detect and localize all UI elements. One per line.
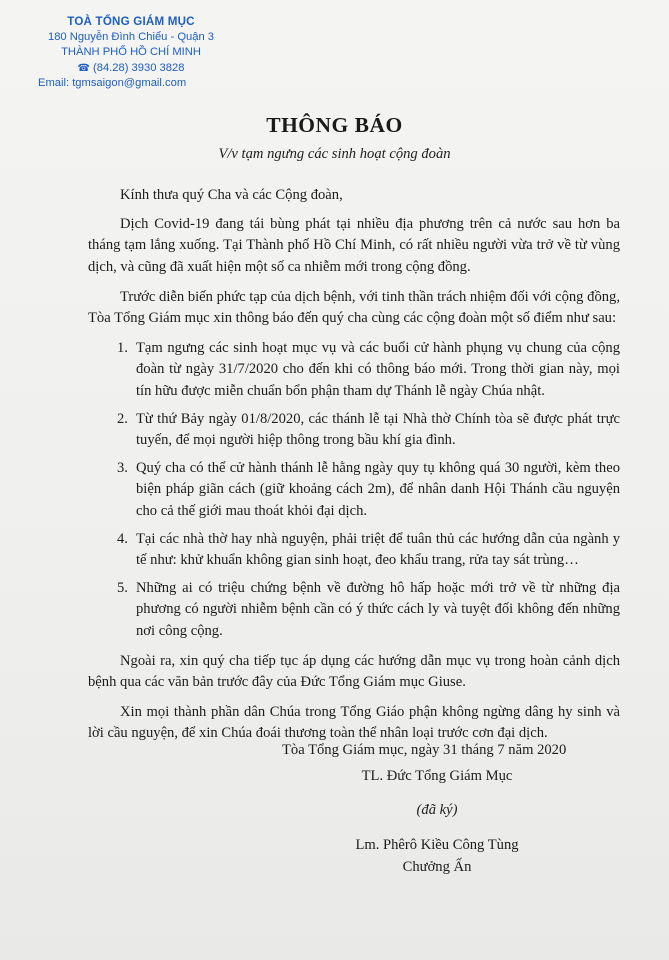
signature-place-date: Tòa Tổng Giám mục, ngày 31 tháng 7 năm 2020	[282, 742, 567, 758]
paragraph-2: Trước diễn biến phức tạp của dịch bệnh, với tinh thần trách nhiệm đối với cộng đồng, Tòa Tổng Giám mục xin thông báo đến quý cha cùng các cộng đoàn một số điểm như sau:	[88, 288, 620, 327]
point-text: Từ thứ Bảy ngày 01/8/2020, các thánh lễ tại Nhà thờ Chính tòa sẽ được phát trực tuyến, để mọi người hiệp thông trong bầu khí gia đình.	[136, 410, 620, 449]
letterhead	[26, 14, 236, 92]
signature-signer: Lm. Phêrô Kiều Công Tùng	[355, 837, 519, 853]
document-body	[88, 185, 620, 754]
letterhead-phone: (84.28) 3930 3828	[93, 61, 185, 74]
point-text: Tạm ngưng các sinh hoạt mục vụ và các buổi cử hành phụng vụ chung của cộng đoàn từ ngày 31/7/2020 cho đến khi có thông báo mới. Trong thời gian này, mọi tín hữu được miễn chuẩn bổn phận tham dự Thánh lễ ngày Chúa nhật.	[136, 340, 620, 399]
list-item	[88, 458, 620, 522]
list-item	[88, 409, 620, 451]
letterhead-email: Email: tgmsaigon@gmail.com	[38, 77, 187, 90]
point-number: 2.	[117, 410, 128, 427]
document-title: THÔNG BÁO	[266, 113, 403, 137]
signature-on-behalf: TL. Đức Tổng Giám Mục	[361, 768, 513, 784]
point-number: 3.	[117, 460, 128, 477]
document-subtitle: V/v tạm ngưng các sinh hoạt cộng đoàn	[218, 146, 451, 162]
phone-icon: ☎	[77, 62, 90, 74]
list-item	[88, 338, 620, 402]
signature-role: Chưởng Ấn	[402, 859, 472, 875]
letterhead-org: TOÀ TỔNG GIÁM MỤC	[67, 15, 195, 28]
point-number: 1.	[117, 340, 128, 357]
salutation: Kính thưa quý Cha và các Cộng đoàn,	[120, 187, 343, 203]
points-list	[88, 338, 620, 642]
point-number: 5.	[117, 580, 128, 597]
point-text: Tại các nhà thờ hay nhà nguyện, phải triệt để tuân thủ các hướng dẫn của ngành y tế như: khử khuẩn không gian sinh hoạt, đeo khẩu trang, rửa tay sát trùng…	[136, 530, 620, 569]
closing-paragraph-1: Ngoài ra, xin quý cha tiếp tục áp dụng các hướng dẫn mục vụ trong hoàn cảnh dịch bệnh qua các văn bản trước đây của Đức Tổng Giám mục Giuse.	[88, 652, 620, 691]
letterhead-phone-row	[26, 61, 236, 77]
point-text: Quý cha có thể cử hành thánh lễ hằng ngày quy tụ không quá 30 người, kèm theo biện pháp giãn cách (giữ khoảng cách 2m), để nhân danh Hội Thánh cầu nguyện cho cả thế giới mau thoát khỏi đại dịch.	[136, 460, 620, 519]
closing-paragraph-2: Xin mọi thành phần dân Chúa trong Tổng Giáo phận không ngừng dâng hy sinh và lời cầu nguyện, để xin Chúa đoái thương toàn thể nhân loại trước cơn đại dịch.	[88, 704, 620, 742]
letterhead-city: THÀNH PHỐ HỒ CHÍ MINH	[61, 46, 201, 59]
list-item	[88, 529, 620, 571]
signature-signed: (đã ký)	[416, 802, 458, 818]
paragraph-1: Dịch Covid-19 đang tái bùng phát tại nhiều địa phương trên cả nước sau hơn ba tháng tạm lắng xuống. Tại Thành phố Hồ Chí Minh, có rất nhiều người vừa trở về từ vùng dịch, và cũng đã xuất hiện một số ca nhiễm mới trong cộng đồng.	[88, 216, 620, 275]
point-text: Những ai có triệu chứng bệnh về đường hô hấp hoặc mới trở về từ những địa phương có người nhiễm bệnh cần có ý thức cách ly và tuyệt đối không đến những nơi công cộng.	[136, 580, 620, 639]
letterhead-address: 180 Nguyễn Đình Chiểu - Quận 3	[47, 30, 215, 43]
point-number: 4.	[117, 530, 128, 547]
signature-block	[282, 739, 592, 878]
list-item	[88, 578, 620, 642]
